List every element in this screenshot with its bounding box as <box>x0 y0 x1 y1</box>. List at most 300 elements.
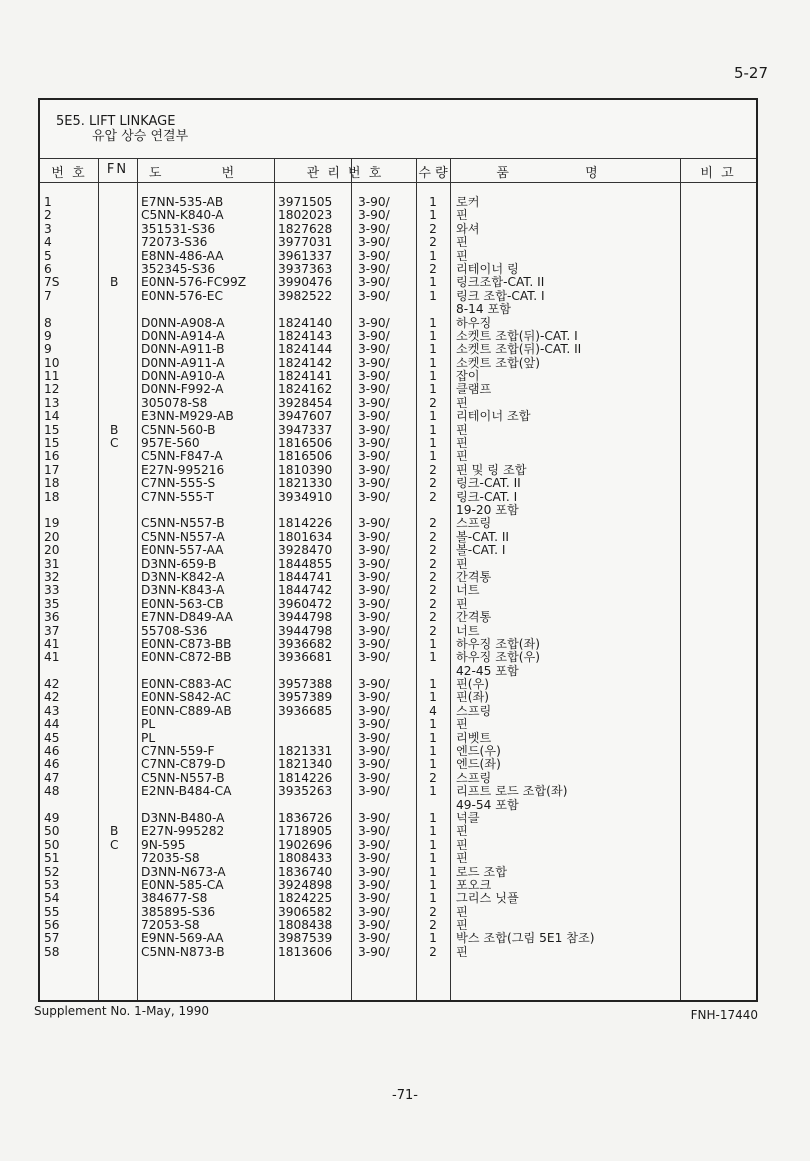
quantity: 2 <box>429 904 437 919</box>
table-row <box>40 758 756 771</box>
drawing-number: D0NN-A911-B <box>141 342 225 357</box>
part-name: 잡이 <box>456 369 480 384</box>
table-row <box>40 745 756 758</box>
part-name: 42-45 포함 <box>456 663 519 678</box>
table-row <box>40 946 756 959</box>
parts-table <box>40 158 756 1000</box>
date-code: 3-90/ <box>358 516 390 531</box>
drawing-number: C7NN-C879-D <box>141 757 226 772</box>
fn-code: B <box>110 422 119 437</box>
table-row <box>40 892 756 905</box>
quantity: 1 <box>429 449 437 464</box>
fn-code: B <box>110 275 119 290</box>
table-row <box>40 236 756 249</box>
part-name: 넉클 <box>456 810 480 825</box>
management-number: 3944798 <box>278 623 333 638</box>
table-row <box>40 317 756 330</box>
quantity: 1 <box>429 757 437 772</box>
management-number: 3947607 <box>278 409 333 424</box>
item-number: 16 <box>44 449 60 464</box>
drawing-number: D3NN-K842-A <box>141 569 225 584</box>
part-name: 리프트 로드 조합(좌) <box>456 784 568 799</box>
part-name: 링크-CAT. II <box>456 476 521 491</box>
date-code: 3-90/ <box>358 703 390 718</box>
date-code: 3-90/ <box>358 690 390 705</box>
part-name: 핀 <box>456 436 468 451</box>
part-name: 핀 <box>456 596 468 611</box>
item-number: 10 <box>44 355 60 370</box>
management-number: 1824142 <box>278 355 333 370</box>
date-code: 3-90/ <box>358 489 390 504</box>
quantity: 1 <box>429 436 437 451</box>
title-korean: 유압 상승 연결부 <box>92 129 189 144</box>
fn-code: C <box>110 837 119 852</box>
part-name: 핀 및 링 조합 <box>456 462 527 477</box>
quantity: 1 <box>429 650 437 665</box>
date-code: 3-90/ <box>358 248 390 263</box>
item-number: 55 <box>44 904 60 919</box>
date-code: 3-90/ <box>358 744 390 759</box>
management-number: 1824141 <box>278 369 333 384</box>
parts-table-frame <box>38 98 758 1002</box>
part-name: 하우징 조합(좌) <box>456 636 541 651</box>
management-number: 1824225 <box>278 891 333 906</box>
part-name: 8-14 포함 <box>456 302 512 317</box>
part-name: 엔드(우) <box>456 744 501 759</box>
drawing-number: 384677-S8 <box>141 891 208 906</box>
table-row <box>40 772 756 785</box>
date-code: 3-90/ <box>358 770 390 785</box>
part-name: 리테이너 링 <box>456 261 519 276</box>
part-name: 소켓트 조합(뒤)-CAT. II <box>456 342 582 357</box>
quantity: 2 <box>429 221 437 236</box>
part-name: 하우징 <box>456 315 492 330</box>
drawing-number: D0NN-A914-A <box>141 328 225 343</box>
date-code: 3-90/ <box>358 904 390 919</box>
management-number: 3924898 <box>278 877 333 892</box>
table-row <box>40 879 756 892</box>
drawing-number: 957E-560 <box>141 436 200 451</box>
management-number: 1902696 <box>278 837 333 852</box>
date-code: 3-90/ <box>358 824 390 839</box>
date-code: 3-90/ <box>358 730 390 745</box>
part-name: 핀 <box>456 208 468 223</box>
date-code: 3-90/ <box>358 529 390 544</box>
item-number: 2 <box>44 208 52 223</box>
management-number: 1808433 <box>278 851 333 866</box>
part-name: 스프링 <box>456 516 492 531</box>
item-number: 48 <box>44 784 60 799</box>
part-name: 엔드(좌) <box>456 757 501 772</box>
quantity: 2 <box>429 489 437 504</box>
management-number: 1844855 <box>278 556 333 571</box>
item-number: 9 <box>44 328 52 343</box>
part-name: 핀 <box>456 717 468 732</box>
part-name: 소켓트 조합(뒤)-CAT. I <box>456 328 578 343</box>
table-row <box>40 598 756 611</box>
part-name: 스프링 <box>456 703 492 718</box>
item-number: 57 <box>44 931 60 946</box>
part-name: 핀 <box>456 422 468 437</box>
drawing-number: D0NN-A910-A <box>141 369 225 384</box>
date-code: 3-90/ <box>358 596 390 611</box>
table-row <box>40 531 756 544</box>
item-number: 46 <box>44 744 60 759</box>
drawing-number: 352345-S36 <box>141 261 216 276</box>
table-row <box>40 209 756 222</box>
date-code: 3-90/ <box>358 543 390 558</box>
table-row <box>40 343 756 356</box>
part-name: 리테이너 조합 <box>456 409 531 424</box>
date-code: 3-90/ <box>358 918 390 933</box>
date-code: 3-90/ <box>358 556 390 571</box>
date-code: 3-90/ <box>358 355 390 370</box>
drawing-number: C5NN-N557-B <box>141 770 225 785</box>
management-number: 3960472 <box>278 596 333 611</box>
drawing-number: E0NN-S842-AC <box>141 690 231 705</box>
date-code: 3-90/ <box>358 288 390 303</box>
quantity: 1 <box>429 810 437 825</box>
drawing-number: E0NN-C873-BB <box>141 636 232 651</box>
fn-code: C <box>110 436 119 451</box>
item-number: 18 <box>44 489 60 504</box>
header-mgmt: 관 리 번 호 <box>306 166 384 181</box>
management-number: 1718905 <box>278 824 333 839</box>
quantity: 1 <box>429 784 437 799</box>
table-row <box>40 477 756 490</box>
item-number: 18 <box>44 476 60 491</box>
table-row <box>40 517 756 530</box>
quantity: 2 <box>429 543 437 558</box>
date-code: 3-90/ <box>358 235 390 250</box>
date-code: 3-90/ <box>358 369 390 384</box>
quantity: 2 <box>429 596 437 611</box>
part-name: 너트 <box>456 623 480 638</box>
management-number: 1827628 <box>278 221 333 236</box>
quantity: 2 <box>429 623 437 638</box>
part-name: 소켓트 조합(앞) <box>456 355 541 370</box>
quantity: 2 <box>429 261 437 276</box>
management-number: 1808438 <box>278 918 333 933</box>
item-number: 7 <box>44 288 52 303</box>
drawing-number: 351531-S36 <box>141 221 216 236</box>
quantity: 4 <box>429 703 437 718</box>
quantity: 1 <box>429 275 437 290</box>
management-number: 1824144 <box>278 342 333 357</box>
section-title <box>56 114 188 144</box>
table-row <box>40 691 756 704</box>
date-code: 3-90/ <box>358 328 390 343</box>
drawing-number: E3NN-M929-AB <box>141 409 234 424</box>
table-row <box>40 732 756 745</box>
management-number: 3957389 <box>278 690 333 705</box>
table-row <box>40 450 756 463</box>
management-number: 1821340 <box>278 757 333 772</box>
quantity: 1 <box>429 382 437 397</box>
management-number: 3937363 <box>278 261 333 276</box>
drawing-number: 305078-S8 <box>141 395 208 410</box>
quantity: 1 <box>429 717 437 732</box>
table-row <box>40 785 756 798</box>
item-number: 7S <box>44 275 60 290</box>
item-number: 46 <box>44 757 60 772</box>
date-code: 3-90/ <box>358 476 390 491</box>
table-row <box>40 611 756 624</box>
quantity: 1 <box>429 288 437 303</box>
quantity: 1 <box>429 864 437 879</box>
header-fn: FN <box>106 162 129 177</box>
quantity: 1 <box>429 422 437 437</box>
date-code: 3-90/ <box>358 650 390 665</box>
quantity: 1 <box>429 677 437 692</box>
management-number: 3906582 <box>278 904 333 919</box>
table-row <box>40 437 756 450</box>
table-row <box>40 799 756 812</box>
drawing-number: PL <box>141 730 156 745</box>
date-code: 3-90/ <box>358 436 390 451</box>
quantity: 1 <box>429 409 437 424</box>
part-name: 그리스 닛플 <box>456 891 519 906</box>
item-number: 42 <box>44 677 60 692</box>
page-number: 5-27 <box>733 64 768 82</box>
drawing-number: D3NN-N673-A <box>141 864 226 879</box>
quantity: 1 <box>429 369 437 384</box>
quantity: 1 <box>429 851 437 866</box>
part-name: 핀 <box>456 395 468 410</box>
quantity: 2 <box>429 583 437 598</box>
part-name: 핀 <box>456 944 468 959</box>
table-row <box>40 705 756 718</box>
date-code: 3-90/ <box>358 315 390 330</box>
drawing-number: C5NN-560-B <box>141 422 216 437</box>
item-number: 50 <box>44 824 60 839</box>
table-row <box>40 383 756 396</box>
date-code: 3-90/ <box>358 837 390 852</box>
part-name: 핀 <box>456 837 468 852</box>
part-name: 핀 <box>456 449 468 464</box>
drawing-number: D3NN-K843-A <box>141 583 225 598</box>
date-code: 3-90/ <box>358 757 390 772</box>
quantity: 1 <box>429 824 437 839</box>
part-name: 핀(좌) <box>456 690 490 705</box>
item-number: 31 <box>44 556 60 571</box>
item-number: 11 <box>44 369 60 384</box>
drawing-number: 55708-S36 <box>141 623 208 638</box>
item-number: 20 <box>44 529 60 544</box>
item-number: 53 <box>44 877 60 892</box>
quantity: 1 <box>429 931 437 946</box>
part-name: 리벳트 <box>456 730 492 745</box>
part-name: 19-20 포함 <box>456 502 519 517</box>
footer-doc-code: FNH-17440 <box>690 1008 758 1022</box>
header-no: 번 호 <box>51 166 87 181</box>
table-row <box>40 812 756 825</box>
management-number: 3971505 <box>278 195 333 209</box>
management-number: 1824162 <box>278 382 333 397</box>
management-number: 3934910 <box>278 489 333 504</box>
quantity: 1 <box>429 730 437 745</box>
management-number: 3944798 <box>278 610 333 625</box>
table-row <box>40 330 756 343</box>
quantity: 1 <box>429 636 437 651</box>
quantity: 2 <box>429 462 437 477</box>
item-number: 35 <box>44 596 60 611</box>
management-number: 1824140 <box>278 315 333 330</box>
date-code: 3-90/ <box>358 195 390 209</box>
management-number: 1801634 <box>278 529 333 544</box>
drawing-number: C5NN-K840-A <box>141 208 224 223</box>
part-name: 링크조합-CAT. II <box>456 275 545 290</box>
part-name: 박스 조합(그림 5E1 참조) <box>456 931 595 946</box>
item-number: 36 <box>44 610 60 625</box>
quantity: 1 <box>429 208 437 223</box>
drawing-number: 385895-S36 <box>141 904 216 919</box>
table-row <box>40 303 756 316</box>
management-number: 3947337 <box>278 422 333 437</box>
part-name: 너트 <box>456 583 480 598</box>
drawing-number: E2NN-B484-CA <box>141 784 232 799</box>
drawing-number: E0NN-563-CB <box>141 596 224 611</box>
table-row <box>40 665 756 678</box>
management-number: 3928454 <box>278 395 333 410</box>
table-row <box>40 397 756 410</box>
table-body <box>40 196 756 959</box>
item-number: 3 <box>44 221 52 236</box>
date-code: 3-90/ <box>358 275 390 290</box>
part-name: 49-54 포함 <box>456 797 519 812</box>
bottom-page-number: -71- <box>392 1088 418 1103</box>
drawing-number: E0NN-557-AA <box>141 543 224 558</box>
table-row <box>40 410 756 423</box>
item-number: 14 <box>44 409 60 424</box>
table-row <box>40 638 756 651</box>
table-row <box>40 625 756 638</box>
drawing-number: 9N-595 <box>141 837 186 852</box>
item-number: 41 <box>44 636 60 651</box>
header-drawing: 도 번 <box>148 166 263 181</box>
item-number: 37 <box>44 623 60 638</box>
management-number: 1824143 <box>278 328 333 343</box>
fn-code: B <box>110 824 119 839</box>
table-row <box>40 866 756 879</box>
management-number: 3977031 <box>278 235 333 250</box>
date-code: 3-90/ <box>358 851 390 866</box>
table-row <box>40 504 756 517</box>
part-name: 핀 <box>456 918 468 933</box>
part-name: 스프링 <box>456 770 492 785</box>
drawing-number: 72073-S36 <box>141 235 208 250</box>
date-code: 3-90/ <box>358 382 390 397</box>
date-code: 3-90/ <box>358 583 390 598</box>
date-code: 3-90/ <box>358 422 390 437</box>
part-name: 하우징 조합(우) <box>456 650 541 665</box>
table-row <box>40 919 756 932</box>
table-row <box>40 558 756 571</box>
part-name: 핀(우) <box>456 677 490 692</box>
item-number: 50 <box>44 837 60 852</box>
quantity: 1 <box>429 248 437 263</box>
drawing-number: E27N-995216 <box>141 462 225 477</box>
quantity: 1 <box>429 690 437 705</box>
quantity: 2 <box>429 918 437 933</box>
drawing-number: E0NN-576-FC99Z <box>141 275 247 290</box>
quantity: 1 <box>429 837 437 852</box>
quantity: 1 <box>429 877 437 892</box>
management-number: 1816506 <box>278 449 333 464</box>
date-code: 3-90/ <box>358 208 390 223</box>
date-code: 3-90/ <box>358 677 390 692</box>
drawing-number: E0NN-C872-BB <box>141 650 232 665</box>
date-code: 3-90/ <box>358 717 390 732</box>
quantity: 2 <box>429 569 437 584</box>
quantity: 2 <box>429 395 437 410</box>
item-number: 15 <box>44 422 60 437</box>
item-number: 13 <box>44 395 60 410</box>
header-name: 품 명 <box>496 166 634 181</box>
item-number: 20 <box>44 543 60 558</box>
management-number: 3936685 <box>278 703 333 718</box>
management-number: 3982522 <box>278 288 333 303</box>
date-code: 3-90/ <box>358 395 390 410</box>
item-number: 8 <box>44 315 52 330</box>
item-number: 19 <box>44 516 60 531</box>
drawing-number: E0NN-C889-AB <box>141 703 232 718</box>
drawing-number: D3NN-B480-A <box>141 810 225 825</box>
item-number: 42 <box>44 690 60 705</box>
drawing-number: 72053-S8 <box>141 918 200 933</box>
part-name: 링크-CAT. I <box>456 489 518 504</box>
date-code: 3-90/ <box>358 623 390 638</box>
table-row <box>40 584 756 597</box>
table-row <box>40 223 756 236</box>
part-name: 볼-CAT. II <box>456 529 510 544</box>
management-number: 1821330 <box>278 476 333 491</box>
management-number: 1814226 <box>278 516 333 531</box>
management-number: 3987539 <box>278 931 333 946</box>
table-row <box>40 196 756 209</box>
date-code: 3-90/ <box>358 261 390 276</box>
management-number: 1836740 <box>278 864 333 879</box>
drawing-number: D0NN-A911-A <box>141 355 225 370</box>
part-name: 클램프 <box>456 382 492 397</box>
item-number: 47 <box>44 770 60 785</box>
management-number: 3961337 <box>278 248 333 263</box>
item-number: 17 <box>44 462 60 477</box>
management-number: 1821331 <box>278 744 333 759</box>
table-row <box>40 932 756 945</box>
part-name: 핀 <box>456 248 468 263</box>
table-row <box>40 544 756 557</box>
management-number: 1836726 <box>278 810 333 825</box>
table-row <box>40 678 756 691</box>
drawing-number: E7NN-D849-AA <box>141 610 233 625</box>
quantity: 2 <box>429 556 437 571</box>
table-row <box>40 464 756 477</box>
quantity: 1 <box>429 195 437 209</box>
date-code: 3-90/ <box>358 810 390 825</box>
table-row <box>40 571 756 584</box>
quantity: 2 <box>429 944 437 959</box>
quantity: 2 <box>429 529 437 544</box>
date-code: 3-90/ <box>358 409 390 424</box>
item-number: 41 <box>44 650 60 665</box>
quantity: 1 <box>429 328 437 343</box>
date-code: 3-90/ <box>358 462 390 477</box>
quantity: 1 <box>429 342 437 357</box>
date-code: 3-90/ <box>358 944 390 959</box>
part-name: 핀 <box>456 235 468 250</box>
quantity: 2 <box>429 476 437 491</box>
